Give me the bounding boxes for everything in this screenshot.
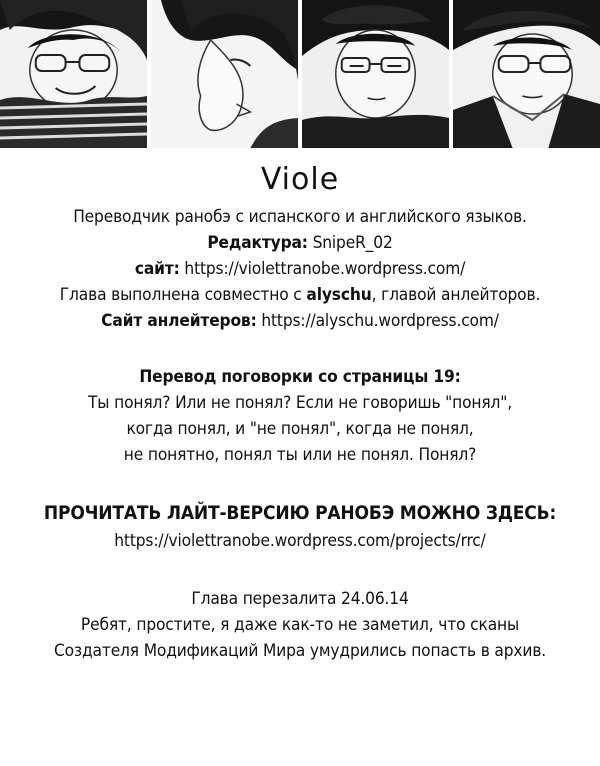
reupload-note: Ребят, простите, я даже как-то не заметил, что сканы bbox=[80, 615, 520, 635]
manga-portrait-coat-collar bbox=[453, 0, 600, 148]
translator-line: Переводчик ранобэ с испанского и английского языков. bbox=[73, 207, 527, 227]
manga-portrait-glasses-down bbox=[302, 0, 449, 148]
spacer bbox=[0, 334, 600, 364]
editing-value: SnipeR_02 bbox=[312, 233, 393, 253]
credits-block bbox=[0, 158, 600, 664]
proverb-heading: Перевод поговорки со страницы 19: bbox=[139, 367, 461, 387]
site-link[interactable]: https://violettranobe.wordpress.com/ bbox=[184, 259, 466, 279]
proverb-line: когда понял, и "не понял", когда не понял, bbox=[126, 419, 474, 439]
manga-portrait-profile bbox=[151, 0, 298, 148]
collab-suffix: , главой анлейторов. bbox=[371, 285, 541, 305]
anleit-site-label: Сайт анлейтеров: bbox=[101, 311, 257, 331]
collab-prefix: Глава выполнена совместно с bbox=[59, 285, 307, 305]
anleit-site-link[interactable]: https://alyschu.wordpress.com/ bbox=[261, 311, 499, 331]
spacer bbox=[0, 554, 600, 586]
lite-version-link[interactable]: https://violettranobe.wordpress.com/projects/rrc/ bbox=[114, 531, 486, 551]
collab-name: alyschu bbox=[306, 285, 372, 305]
spacer bbox=[0, 468, 600, 498]
manga-portrait-scarf-glasses bbox=[0, 0, 147, 148]
site-line bbox=[0, 256, 600, 282]
manga-banner bbox=[0, 0, 600, 148]
reupload-date: Глава перезалита 24.06.14 bbox=[191, 589, 409, 609]
editing-line bbox=[0, 230, 600, 256]
site-label: сайт: bbox=[134, 259, 180, 279]
lite-version-heading: ПРОЧИТАТЬ ЛАЙТ-ВЕРСИЮ РАНОБЭ МОЖНО ЗДЕСЬ: bbox=[43, 502, 557, 524]
reupload-note: Создателя Модификаций Мира умудрились попасть в архив. bbox=[53, 641, 547, 661]
proverb-line: не понятно, понял ты или не понял. Понял? bbox=[123, 445, 477, 465]
editing-label: Редактура: bbox=[207, 233, 308, 253]
team-name: Viole bbox=[260, 162, 340, 197]
proverb-line: Ты понял? Или не понял? Если не говоришь "понял", bbox=[88, 393, 512, 413]
collab-line bbox=[0, 282, 600, 308]
anleit-site-line bbox=[0, 308, 600, 334]
